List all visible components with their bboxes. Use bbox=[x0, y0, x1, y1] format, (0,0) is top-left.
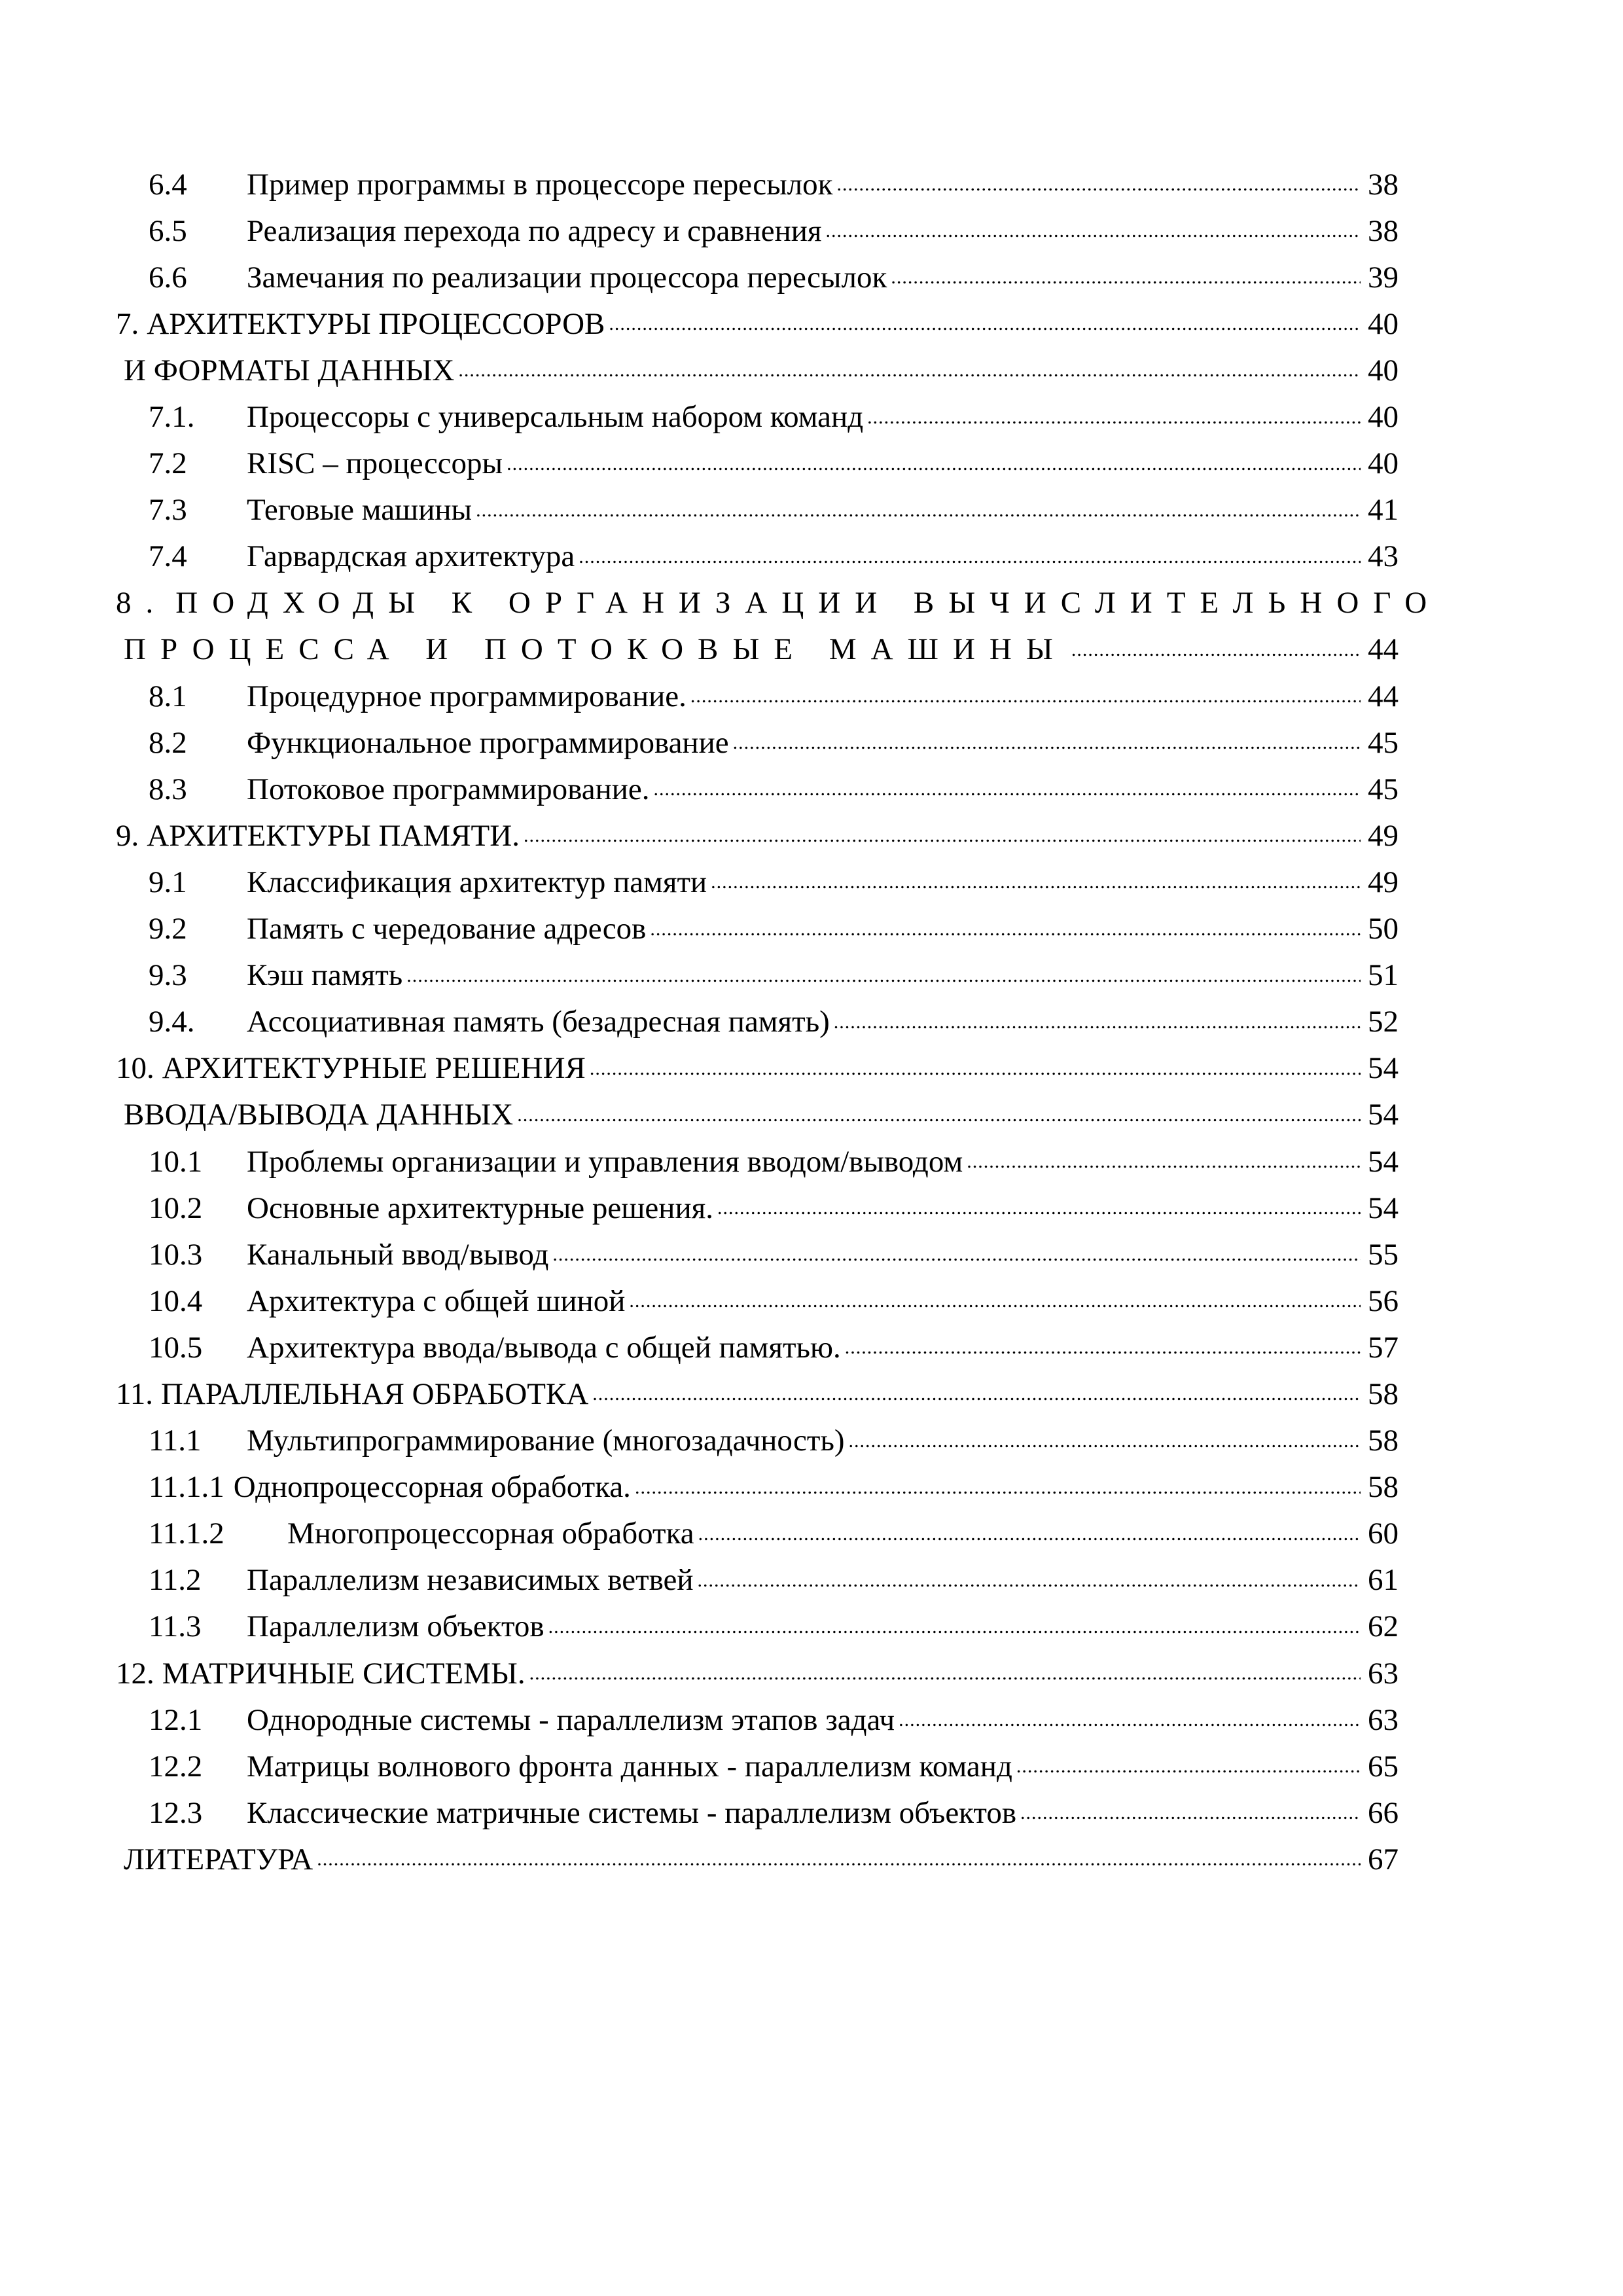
toc-entry[interactable] bbox=[116, 1371, 1399, 1417]
toc-dot-leader bbox=[891, 262, 1361, 293]
toc-entry-number: 10.4 bbox=[149, 1283, 203, 1318]
toc-entry-title: Реализация перехода по адресу и сравнения bbox=[247, 213, 822, 248]
toc-entry-title: Потоковое программирование. bbox=[247, 772, 650, 806]
toc-entry[interactable] bbox=[116, 440, 1399, 487]
toc-entry-page-number: 62 bbox=[1368, 1609, 1399, 1644]
toc-entry-number: 9. bbox=[116, 818, 139, 853]
toc-entry[interactable] bbox=[116, 254, 1399, 300]
toc-entry-title: Процессоры с универсальным набором команд bbox=[247, 400, 864, 435]
toc-entry[interactable] bbox=[116, 1696, 1399, 1743]
toc-entry[interactable] bbox=[116, 1464, 1399, 1511]
toc-entry-title: Основные архитектурные решения. bbox=[247, 1191, 713, 1225]
toc-entry-title: Пример программы в процессоре пересылок bbox=[247, 167, 833, 202]
toc-entry-title: Функциональное программирование bbox=[247, 725, 729, 760]
toc-dot-leader bbox=[590, 1053, 1361, 1084]
toc-entry-number: 7.3 bbox=[149, 493, 187, 528]
toc-entry-title: АРХИТЕКТУРЫ ПАМЯТИ. bbox=[147, 818, 520, 853]
toc-entry[interactable] bbox=[116, 1324, 1399, 1371]
toc-entry-number: 9.4. bbox=[149, 1005, 195, 1039]
toc-entry-page-number: 58 bbox=[1368, 1376, 1399, 1411]
toc-entry-page-number: 40 bbox=[1368, 446, 1399, 481]
toc-entry-page-number: 50 bbox=[1368, 912, 1399, 946]
toc-entry-page-number: 43 bbox=[1368, 539, 1399, 574]
toc-entry[interactable] bbox=[116, 766, 1399, 812]
toc-entry-title: Классические матричные системы - параллелизм объектов bbox=[247, 1795, 1017, 1830]
toc-entry-page-number: 49 bbox=[1368, 865, 1399, 899]
toc-entry-title: Многопроцессорная обработка bbox=[287, 1516, 694, 1551]
toc-entry-number: 10.3 bbox=[149, 1237, 203, 1272]
toc-dot-leader bbox=[317, 1844, 1361, 1874]
toc-entry-page-number: 54 bbox=[1368, 1051, 1399, 1086]
toc-dot-leader bbox=[711, 867, 1361, 897]
toc-entry-page-number: 49 bbox=[1368, 818, 1399, 853]
toc-dot-leader bbox=[476, 495, 1361, 526]
toc-entry[interactable] bbox=[116, 393, 1399, 440]
toc-entry-number: 8.3 bbox=[149, 772, 187, 806]
toc-entry-title: АРХИТЕКТУРНЫЕ РЕШЕНИЯ bbox=[162, 1051, 586, 1086]
toc-dot-leader bbox=[717, 1193, 1361, 1223]
toc-dot-leader bbox=[899, 1704, 1361, 1735]
toc-entry-number: 10.2 bbox=[149, 1191, 203, 1225]
toc-entry-number: 11. bbox=[116, 1376, 154, 1411]
toc-entry-title: Гарвардская архитектура bbox=[247, 539, 575, 574]
toc-entry[interactable] bbox=[116, 952, 1399, 999]
toc-entry[interactable] bbox=[116, 580, 1442, 626]
toc-entry-page-number: 40 bbox=[1368, 400, 1399, 435]
toc-entry-page-number: 45 bbox=[1368, 725, 1399, 760]
toc-entry-page-number: 40 bbox=[1368, 306, 1399, 341]
toc-entry-title: Проблемы организации и управления вводом/выводом bbox=[247, 1144, 963, 1179]
toc-dot-leader bbox=[548, 1611, 1361, 1642]
toc-dot-leader bbox=[592, 1378, 1361, 1409]
toc-dot-leader bbox=[845, 1332, 1361, 1363]
toc-entry-title: Архитектура ввода/вывода с общей памятью. bbox=[247, 1330, 841, 1365]
toc-dot-leader bbox=[552, 1239, 1361, 1270]
toc-dot-leader bbox=[690, 681, 1361, 711]
toc-entry-title: Мультипрограммирование (многозадачность) bbox=[247, 1424, 845, 1458]
toc-entry-page-number: 63 bbox=[1368, 1702, 1399, 1737]
toc-dot-leader bbox=[826, 215, 1361, 246]
toc-entry-title: Память с чередование адресов bbox=[247, 912, 647, 946]
toc-entry-title: Матрицы волнового фронта данных - параллелизм команд bbox=[247, 1749, 1012, 1784]
toc-entry-title: Замечания по реализации процессора пересылок bbox=[247, 260, 887, 295]
toc-entry[interactable] bbox=[116, 1789, 1399, 1836]
toc-entry-title: Процедурное программирование. bbox=[247, 679, 687, 713]
toc-entry-page-number: 55 bbox=[1368, 1237, 1399, 1272]
toc-entry-page-number: 63 bbox=[1368, 1656, 1399, 1691]
toc-entry-title: Кэш память bbox=[247, 958, 403, 993]
toc-entry-page-number: 39 bbox=[1368, 260, 1399, 295]
toc-entry-page-number: 52 bbox=[1368, 1005, 1399, 1039]
toc-entry-page-number: 54 bbox=[1368, 1098, 1399, 1132]
toc-entry-number: 10. bbox=[116, 1051, 154, 1086]
toc-entry-page-number: 38 bbox=[1368, 213, 1399, 248]
toc-entry-number: 11.1.2 bbox=[149, 1516, 224, 1551]
toc-entry-title: ПАРАЛЛЕЛЬНАЯ ОБРАБОТКА bbox=[161, 1376, 589, 1411]
toc-entry-page-number: 66 bbox=[1368, 1795, 1399, 1830]
toc-entry[interactable] bbox=[116, 673, 1399, 719]
toc-entry-page-number: 45 bbox=[1368, 772, 1399, 806]
toc-entry-number: 6.4 bbox=[149, 167, 187, 202]
toc-entry-title: ВВОДА/ВЫВОДА ДАННЫХ bbox=[124, 1098, 514, 1132]
toc-dot-leader bbox=[698, 1518, 1361, 1549]
toc-entry[interactable] bbox=[116, 626, 1399, 673]
toc-entry[interactable] bbox=[116, 1557, 1399, 1604]
toc-entry-number: 12. bbox=[116, 1656, 154, 1691]
toc-entry-number: 10.5 bbox=[149, 1330, 203, 1365]
toc-entry-page-number: 58 bbox=[1368, 1424, 1399, 1458]
toc-entry-number: 6.6 bbox=[149, 260, 187, 295]
toc-entry-title: И ФОРМАТЫ ДАННЫХ bbox=[124, 353, 455, 387]
toc-entry[interactable] bbox=[116, 1185, 1399, 1231]
toc-entry[interactable] bbox=[116, 1743, 1399, 1789]
toc-entry[interactable] bbox=[116, 812, 1399, 859]
toc-dot-leader bbox=[654, 774, 1361, 804]
toc-entry-title: АРХИТЕКТУРЫ ПРОЦЕССОРОВ bbox=[147, 306, 605, 341]
toc-entry-title: ПРОЦЕССА И ПОТОКОВЫЕ МАШИНЫ bbox=[124, 632, 1067, 667]
toc-entry-page-number: 44 bbox=[1368, 632, 1399, 667]
toc-entry[interactable] bbox=[116, 906, 1399, 952]
toc-entry[interactable] bbox=[116, 300, 1399, 347]
toc-entry-number: 12.1 bbox=[149, 1702, 203, 1737]
toc-entry-title: Однопроцессорная обработка. bbox=[233, 1470, 631, 1505]
toc-entry-number: 8.2 bbox=[149, 725, 187, 760]
toc-entry-page-number: 38 bbox=[1368, 167, 1399, 202]
toc-dot-leader bbox=[849, 1426, 1361, 1456]
toc-entry-page-number: 41 bbox=[1368, 493, 1399, 528]
toc-entry-page-number: 40 bbox=[1368, 353, 1399, 387]
toc-entry[interactable] bbox=[116, 1138, 1399, 1185]
toc-entry-title: Однородные системы - параллелизм этапов задач bbox=[247, 1702, 895, 1737]
toc-entry-number: 8.1 bbox=[149, 679, 187, 713]
toc-entry-number: 11.1.1 bbox=[149, 1470, 224, 1505]
toc-entry[interactable] bbox=[116, 719, 1399, 766]
toc-entry-title: МАТРИЧНЫЕ СИСТЕМЫ. bbox=[162, 1656, 526, 1691]
toc-entry-number: 8. bbox=[116, 586, 168, 620]
toc-entry[interactable] bbox=[116, 859, 1399, 905]
toc-dot-leader bbox=[834, 1007, 1361, 1037]
toc-dot-leader bbox=[733, 727, 1361, 758]
toc-entry-title: Параллелизм независимых ветвей bbox=[247, 1563, 694, 1598]
toc-entry-title: RISC – процессоры bbox=[247, 446, 503, 481]
toc-dot-leader bbox=[529, 1658, 1361, 1689]
toc-entry-title: Классификация архитектур памяти bbox=[247, 865, 707, 899]
toc-entry-number: 12.2 bbox=[149, 1749, 203, 1784]
toc-dot-leader bbox=[609, 308, 1361, 339]
toc-entry[interactable] bbox=[116, 207, 1399, 254]
toc-entry-number: 6.5 bbox=[149, 213, 187, 248]
toc-dot-leader bbox=[406, 960, 1361, 991]
toc-entry-page-number: 60 bbox=[1368, 1516, 1399, 1551]
toc-entry[interactable] bbox=[116, 1604, 1399, 1650]
toc-dot-leader bbox=[867, 402, 1361, 433]
toc-entry-number: 11.1 bbox=[149, 1424, 202, 1458]
toc-entry[interactable] bbox=[116, 1650, 1399, 1696]
toc-entry[interactable] bbox=[116, 1092, 1399, 1138]
toc-dot-leader bbox=[967, 1146, 1361, 1177]
toc-entry-number: 9.1 bbox=[149, 865, 187, 899]
toc-entry-page-number: 57 bbox=[1368, 1330, 1399, 1365]
toc-entry[interactable] bbox=[116, 347, 1399, 393]
toc-dot-leader bbox=[1020, 1797, 1361, 1828]
toc-dot-leader bbox=[579, 541, 1361, 572]
toc-entry[interactable] bbox=[116, 533, 1399, 580]
toc-dot-leader bbox=[1071, 634, 1361, 665]
toc-dot-leader bbox=[524, 820, 1361, 851]
toc-entry[interactable] bbox=[116, 1511, 1399, 1557]
toc-entry-title: Ассоциативная память (безадресная память) bbox=[247, 1005, 830, 1039]
toc-entry-page-number: 44 bbox=[1368, 679, 1399, 713]
toc-entry[interactable] bbox=[116, 1045, 1399, 1092]
toc-entry-page-number: 67 bbox=[1368, 1842, 1399, 1876]
toc-dot-leader bbox=[458, 355, 1361, 386]
toc-entry-number: 9.2 bbox=[149, 912, 187, 946]
toc-dot-leader bbox=[635, 1472, 1361, 1503]
toc-entry-number: 7.1. bbox=[149, 400, 195, 435]
toc-entry[interactable] bbox=[116, 161, 1399, 207]
toc-entry-number: 10.1 bbox=[149, 1144, 203, 1179]
toc-entry-page-number: 56 bbox=[1368, 1283, 1399, 1318]
toc-entry[interactable] bbox=[116, 1231, 1399, 1278]
toc-entry-page-number: 51 bbox=[1368, 958, 1399, 993]
toc-entry-number: 11.3 bbox=[149, 1609, 202, 1644]
toc-dot-leader bbox=[836, 169, 1361, 200]
toc-dot-leader bbox=[1016, 1751, 1361, 1782]
toc-entry-title: Канальный ввод/вывод bbox=[247, 1237, 549, 1272]
toc-entry[interactable] bbox=[116, 487, 1399, 533]
toc-entry-number: 12.3 bbox=[149, 1795, 203, 1830]
toc-entry[interactable] bbox=[116, 1278, 1399, 1324]
toc-entry-page-number: 61 bbox=[1368, 1563, 1399, 1598]
toc-entry-number: 9.3 bbox=[149, 958, 187, 993]
toc-entry-page-number: 54 bbox=[1368, 1144, 1399, 1179]
toc-dot-leader bbox=[698, 1565, 1361, 1596]
toc-dot-leader bbox=[517, 1100, 1361, 1130]
toc-entry[interactable] bbox=[116, 1418, 1399, 1464]
toc-entry[interactable] bbox=[116, 1836, 1399, 1882]
toc-entry-title: ПОДХОДЫ К ОРГАНИЗАЦИИ ВЫЧИСЛИТЕЛЬНОГО bbox=[175, 586, 1442, 620]
toc-entry-title: ЛИТЕРАТУРА bbox=[124, 1842, 313, 1876]
table-of-contents bbox=[116, 161, 1442, 1882]
toc-entry-number: 7.4 bbox=[149, 539, 187, 574]
toc-entry-page-number: 65 bbox=[1368, 1749, 1399, 1784]
toc-entry-number: 11.2 bbox=[149, 1563, 202, 1598]
toc-entry-page-number: 54 bbox=[1368, 1191, 1399, 1225]
toc-entry[interactable] bbox=[116, 999, 1399, 1045]
toc-entry-title: Параллелизм объектов bbox=[247, 1609, 544, 1644]
toc-entry-page-number: 58 bbox=[1368, 1470, 1399, 1505]
toc-entry-title: Архитектура с общей шиной bbox=[247, 1283, 626, 1318]
toc-dot-leader bbox=[650, 914, 1361, 944]
toc-dot-leader bbox=[629, 1285, 1361, 1316]
toc-dot-leader bbox=[507, 448, 1361, 479]
toc-entry-number: 7.2 bbox=[149, 446, 187, 481]
toc-entry-number: 7. bbox=[116, 306, 139, 341]
toc-entry-title: Теговые машины bbox=[247, 493, 473, 528]
